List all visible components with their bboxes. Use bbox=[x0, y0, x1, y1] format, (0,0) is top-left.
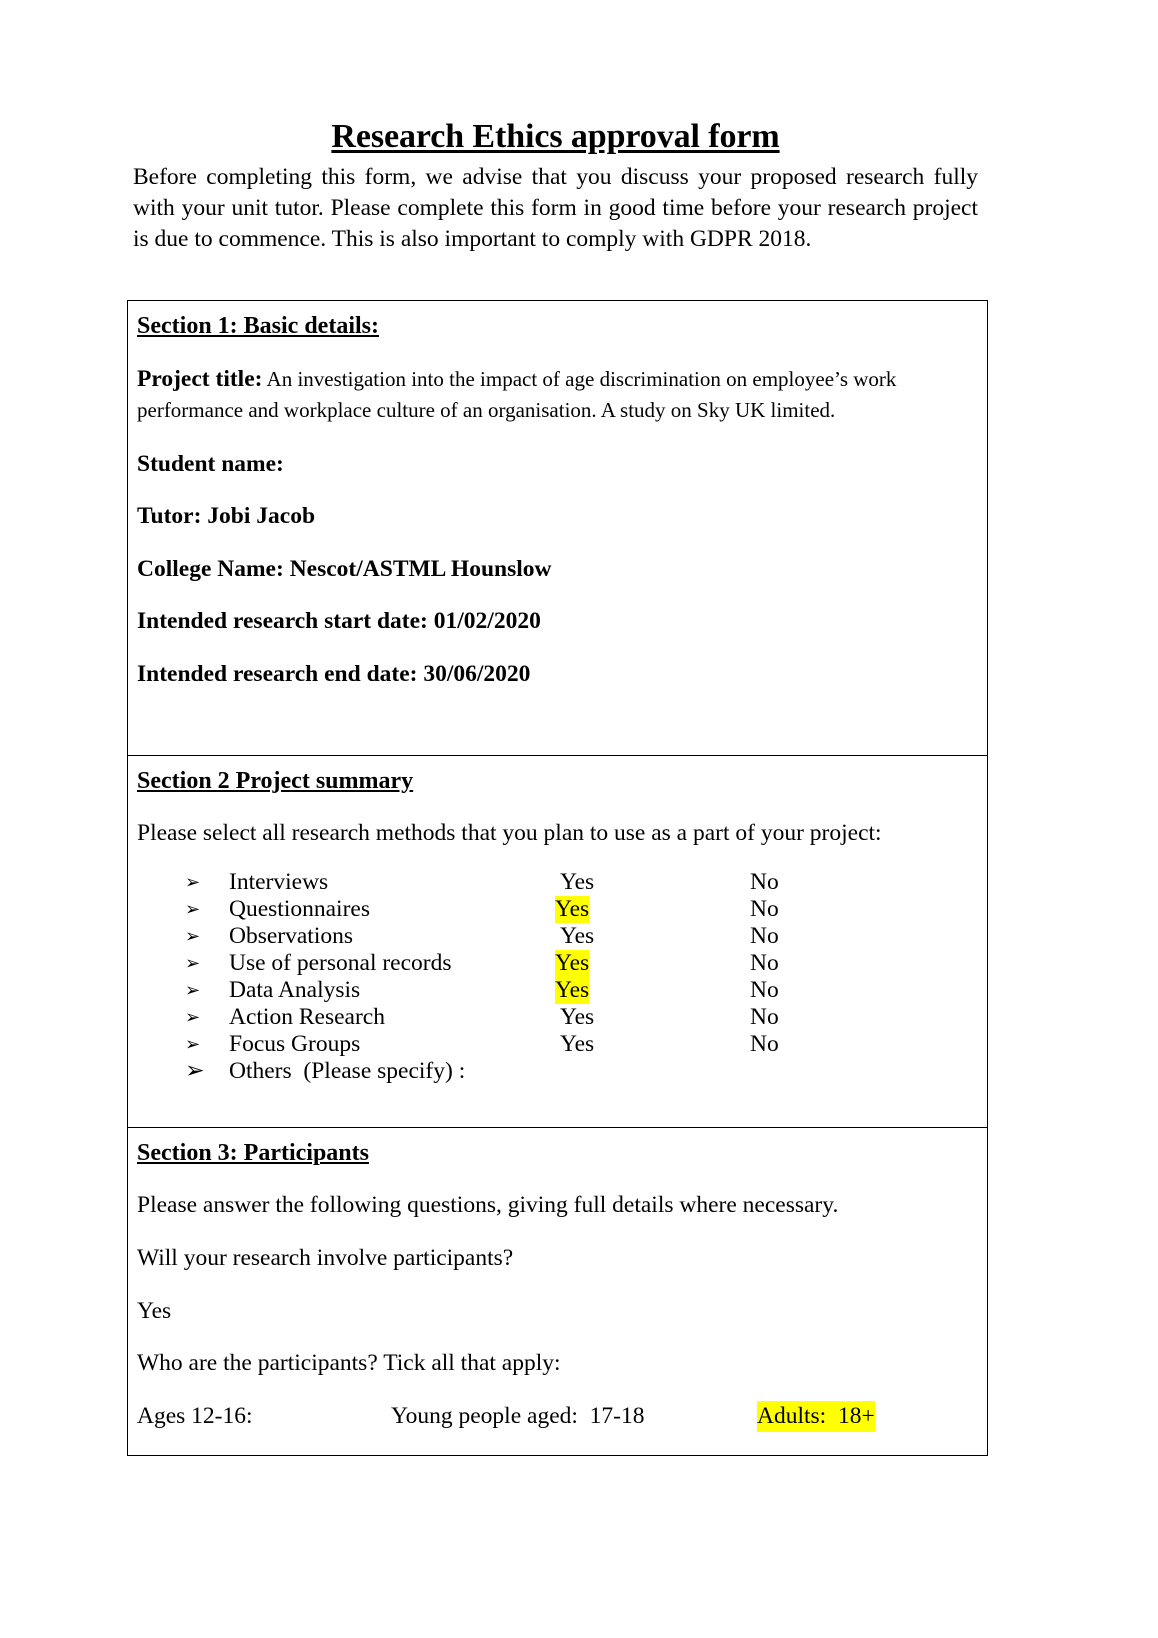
others-row[interactable] bbox=[185, 1058, 978, 1085]
arrow-bullet-icon: ➢ bbox=[185, 899, 201, 921]
research-method-row bbox=[185, 950, 978, 977]
arrow-bullet-icon: ➢ bbox=[185, 1058, 205, 1085]
document-header bbox=[133, 118, 978, 254]
research-method-row bbox=[185, 923, 978, 950]
project-title-row bbox=[137, 364, 978, 427]
research-method-no-option[interactable]: No bbox=[750, 923, 779, 950]
research-method-label: Action Research bbox=[229, 1004, 385, 1031]
research-methods-list bbox=[137, 869, 978, 1058]
arrow-bullet-icon: ➢ bbox=[185, 1034, 201, 1056]
ethics-form-table bbox=[127, 300, 988, 1456]
section-3-instruction: Please answer the following questions, giving full details where necessary. bbox=[137, 1192, 839, 1219]
answer-involve-participants[interactable]: Yes bbox=[137, 1297, 172, 1324]
research-method-label: Data Analysis bbox=[229, 977, 361, 1004]
research-end-date-field[interactable]: Intended research end date: 30/06/2020 bbox=[137, 660, 531, 687]
participant-age-options-row bbox=[137, 1401, 978, 1433]
research-method-label: Focus Groups bbox=[229, 1031, 361, 1058]
project-title-value: An investigation into the impact of age discrimination on employee’s work performance and workplace culture of an organisation. A study on Sky UK limited. bbox=[137, 367, 897, 423]
section-1-heading: Section 1: Basic details: bbox=[137, 313, 379, 339]
research-method-no-option[interactable]: No bbox=[750, 1004, 779, 1031]
research-method-yes-option[interactable]: Yes bbox=[555, 950, 590, 977]
page-title: Research Ethics approval form bbox=[331, 118, 780, 155]
research-method-yes-option[interactable]: Yes bbox=[560, 1004, 595, 1031]
research-start-date-field[interactable]: Intended research start date: 01/02/2020 bbox=[137, 608, 541, 635]
research-method-row bbox=[185, 896, 978, 923]
research-method-no-option[interactable]: No bbox=[750, 869, 779, 896]
age-option-children[interactable]: Ages 12-16: bbox=[137, 1403, 253, 1430]
research-method-label: Interviews bbox=[229, 869, 329, 896]
section-2-heading: Section 2 Project summary bbox=[137, 768, 414, 795]
research-method-label: Use of personal records bbox=[229, 950, 452, 977]
section-3-participants bbox=[128, 1127, 987, 1455]
arrow-bullet-icon: ➢ bbox=[185, 953, 201, 975]
research-method-row bbox=[185, 1031, 978, 1058]
section-2-trailing-space bbox=[137, 1085, 978, 1119]
research-method-no-option[interactable]: No bbox=[750, 1031, 779, 1058]
research-method-yes-option[interactable]: Yes bbox=[560, 869, 595, 896]
research-method-row bbox=[185, 869, 978, 896]
research-method-row bbox=[185, 977, 978, 1004]
research-method-row bbox=[185, 1004, 978, 1031]
tutor-field[interactable]: Tutor: Jobi Jacob bbox=[137, 503, 316, 530]
research-method-no-option[interactable]: No bbox=[750, 896, 779, 923]
student-name-field[interactable]: Student name: bbox=[137, 450, 284, 477]
others-label: Others (Please specify) : bbox=[229, 1058, 466, 1085]
section-1-trailing-space bbox=[137, 689, 978, 747]
section-3-trailing-space bbox=[137, 1433, 978, 1447]
arrow-bullet-icon: ➢ bbox=[185, 980, 201, 1002]
intro-paragraph: Before completing this form, we advise that you discuss your proposed research fully with your unit tutor. Please complete this form in good time before your research project is due to commence. This is also important to comply with GDPR 2018. bbox=[133, 164, 978, 252]
arrow-bullet-icon: ➢ bbox=[185, 872, 201, 894]
arrow-bullet-icon: ➢ bbox=[185, 1007, 201, 1029]
research-method-no-option[interactable]: No bbox=[750, 977, 779, 1004]
age-option-adults[interactable]: Adults: 18+ bbox=[757, 1401, 875, 1432]
project-title-label: Project title: bbox=[137, 366, 263, 392]
research-method-yes-option[interactable]: Yes bbox=[555, 896, 590, 923]
section-1-basic-details bbox=[128, 301, 987, 755]
research-method-label: Observations bbox=[229, 923, 354, 950]
research-method-yes-option[interactable]: Yes bbox=[555, 977, 590, 1004]
question-involve-participants: Will your research involve participants? bbox=[137, 1244, 514, 1271]
research-method-yes-option[interactable]: Yes bbox=[560, 923, 595, 950]
others-row-wrapper bbox=[137, 1058, 978, 1085]
age-option-young-people[interactable]: Young people aged: 17-18 bbox=[391, 1403, 645, 1430]
section-3-heading: Section 3: Participants bbox=[137, 1140, 369, 1167]
research-method-label: Questionnaires bbox=[229, 896, 370, 923]
section-2-instruction: Please select all research methods that you plan to use as a part of your project: bbox=[137, 820, 882, 847]
research-method-yes-option[interactable]: Yes bbox=[560, 1031, 595, 1058]
research-method-no-option[interactable]: No bbox=[750, 950, 779, 977]
question-who-are-participants: Who are the participants? Tick all that apply: bbox=[137, 1350, 561, 1377]
college-name-field[interactable]: College Name: Nescot/ASTML Hounslow bbox=[137, 555, 552, 582]
section-2-project-summary bbox=[128, 755, 987, 1127]
arrow-bullet-icon: ➢ bbox=[185, 926, 201, 948]
